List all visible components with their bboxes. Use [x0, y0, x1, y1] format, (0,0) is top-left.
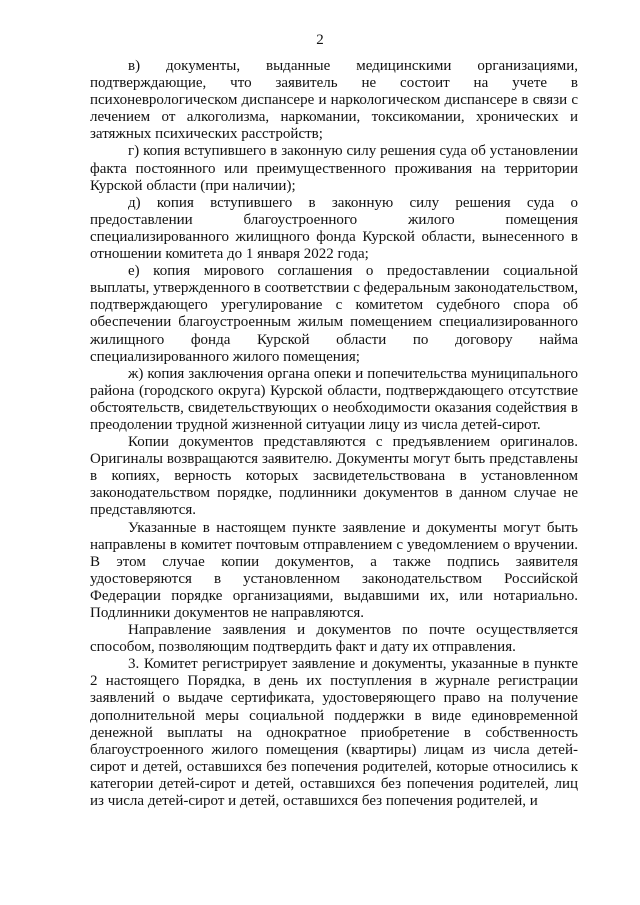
- paragraph-item-e: е) копия мирового соглашения о предоставлении социальной выплаты, утвержденного в соответствии с федеральным законодательством, подтверждающего урегулирование с комитетом судебного спора об обеспечении благоустроенным жилым помещением специализированного жилищного фонда Курской области по договору найма специализированного жилого помещения;: [90, 263, 578, 365]
- page-number: 2: [316, 32, 324, 48]
- paragraph-item-v: в) документы, выданные медицинскими организациями, подтверждающие, что заявитель не состоит на учете в психоневрологическом диспансере и наркологическом диспансере в связи с лечением от алкоголизма, наркомании, токсикомании, хронических и затяжных психических расстройств;: [90, 58, 578, 143]
- paragraph-item-d: д) копия вступившего в законную силу решения суда о предоставлении благоустроенного жилого помещения специализированного жилищного фонда Курской области, вынесенного в отношении комитета до 1 января 2022 года;: [90, 194, 578, 263]
- body-text: [90, 58, 578, 810]
- paragraph-mail: Указанные в настоящем пункте заявление и документы могут быть направлены в комитет почтовым отправлением с уведомлением о вручении. В этом случае копии документов, а также подпись заявителя удостоверяются в установленном законодательством Российской Федерации порядке организациями, выдавшими их, или нотариально. Подлинники документов не направляются.: [90, 519, 578, 621]
- paragraph-item-zh: ж) копия заключения органа опеки и попечительства муниципального района (городского округа) Курской области, подтверждающего отсутствие обстоятельств, свидетельствующих о необходимости оказания содействия в преодолении трудной жизненной ситуации лицу из числа детей-сирот.: [90, 365, 578, 433]
- paragraph-section-3: 3. Комитет регистрирует заявление и документы, указанные в пункте 2 настоящего Порядка, в день их поступления в журнале регистрации заявлений о выдаче сертификата, удостоверяющего право на получение дополнительной меры социальной поддержки в виде единовременной денежной выплаты на однократное приобретение в собственность благоустроенного жилого помещения (квартиры) лицам из числа детей-сирот и детей, оставшихся без попечения родителей, которые относились к категории детей-сирот и детей, оставшихся без попечения родителей, лиц из числа детей-сирот и детей, оставшихся без попечения родителей, и: [90, 656, 578, 810]
- paragraph-mail-method: Направление заявления и документов по почте осуществляется способом, позволяющим подтвердить факт и дату их отправления.: [90, 622, 578, 656]
- paragraph-item-g: г) копия вступившего в законную силу решения суда об установлении факта постоянного или преимущественного проживания на территории Курской области (при наличии);: [90, 143, 578, 194]
- paragraph-copies: Копии документов представляются с предъявлением оригиналов. Оригиналы возвращаются заявителю. Документы могут быть представлены в копиях, верность которых засвидетельствована в установленном законодательством порядке, подлинники документов в данном случае не представляются.: [90, 434, 578, 519]
